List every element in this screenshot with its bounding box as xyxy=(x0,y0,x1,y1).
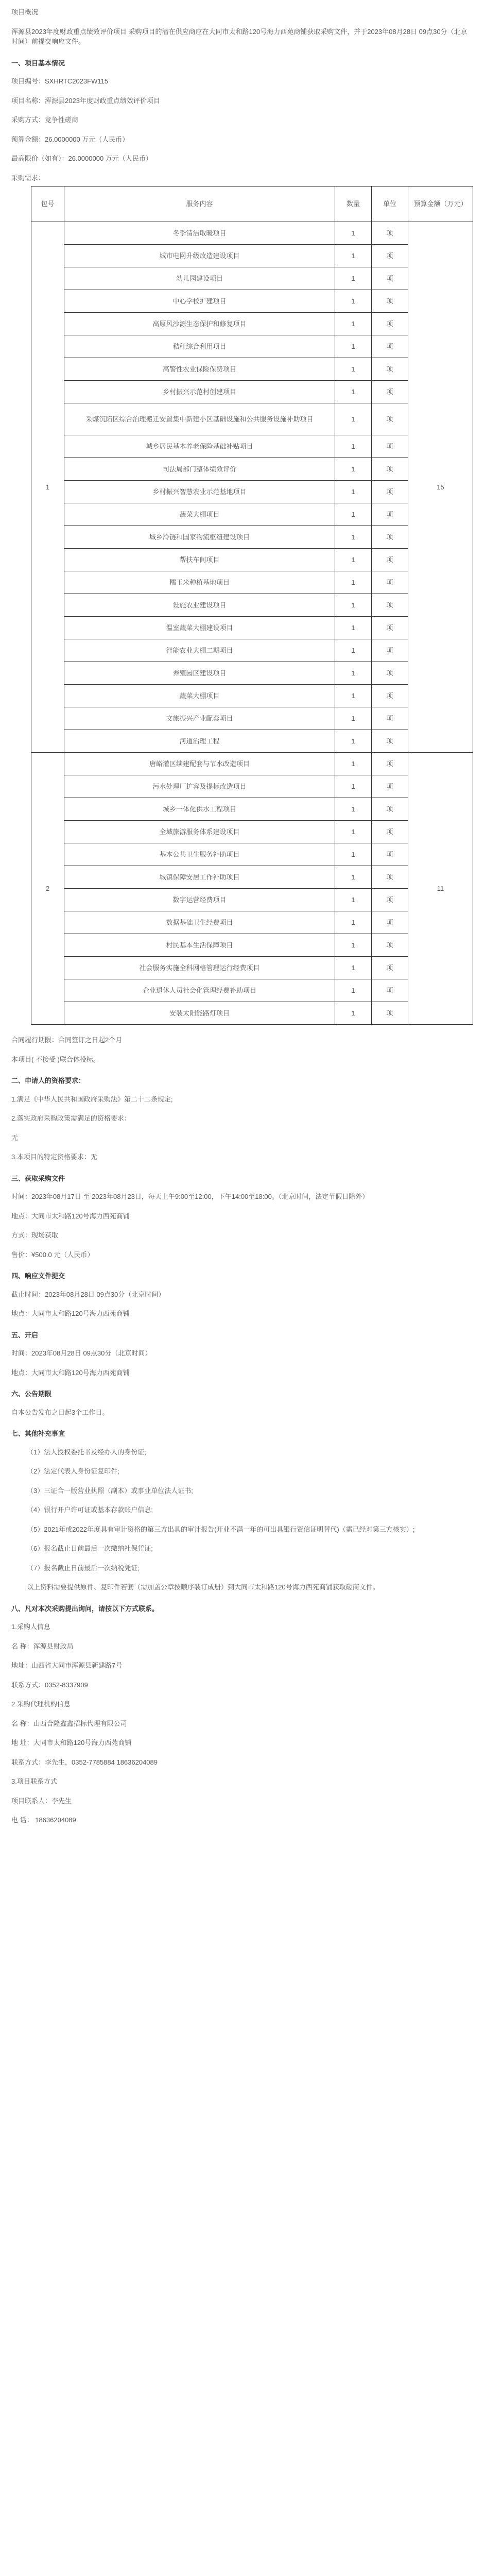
table-row xyxy=(31,313,473,335)
budget-amount: 预算金额：26.0000000 万元（人民币） xyxy=(11,135,129,143)
table-row xyxy=(31,549,473,571)
quantity-cell: 1 xyxy=(335,571,372,594)
table-row xyxy=(31,435,473,458)
unit-cell: 项 xyxy=(372,594,408,617)
table-row xyxy=(31,957,473,979)
supplement-item-3: （3）三证合一版营业执照（副本）或事业单位法人证书; xyxy=(27,1486,193,1495)
quantity-cell: 1 xyxy=(335,222,372,245)
quantity-cell: 1 xyxy=(335,911,372,934)
service-name-cell: 冬季清洁取暖项目 xyxy=(64,222,335,245)
section-5-title: 五、开启 xyxy=(11,1331,39,1339)
unit-cell: 项 xyxy=(372,798,408,821)
quantity-cell: 1 xyxy=(335,358,372,381)
quantity-cell: 1 xyxy=(335,503,372,526)
service-name-cell: 河道治理工程 xyxy=(64,730,335,753)
opening-place: 地点：大同市太和路120号海力西苑商铺 xyxy=(11,1368,130,1377)
table-row xyxy=(31,866,473,889)
service-name-cell: 村民基本生活保障项目 xyxy=(64,934,335,957)
service-name-cell: 智能农业大棚二期项目 xyxy=(64,639,335,662)
table-row xyxy=(31,617,473,639)
header-quantity: 数量 xyxy=(335,187,372,222)
table-row xyxy=(31,594,473,617)
service-name-cell: 唐峪灌区续建配套与节水改造项目 xyxy=(64,753,335,775)
section-1-title: 一、项目基本情况 xyxy=(11,59,65,67)
package-budget: 15 xyxy=(408,222,473,753)
service-name-cell: 城乡居民基本养老保险基础补贴项目 xyxy=(64,435,335,458)
service-name-cell: 蔬菜大棚项目 xyxy=(64,503,335,526)
document-price: 售价：¥500.0 元（人民币） xyxy=(11,1250,94,1259)
unit-cell: 项 xyxy=(372,245,408,267)
service-name-cell: 基本公共卫生服务补助项目 xyxy=(64,843,335,866)
service-name-cell: 污水处理厂扩容及提标改造项目 xyxy=(64,775,335,798)
service-name-cell: 城市电网升级改造建设项目 xyxy=(64,245,335,267)
quantity-cell: 1 xyxy=(335,639,372,662)
requirement-table xyxy=(31,186,473,1025)
table-row xyxy=(31,381,473,403)
quantity-cell: 1 xyxy=(335,617,372,639)
service-name-cell: 糯玉米种植基地项目 xyxy=(64,571,335,594)
service-name-cell: 司法局部门整体绩效评价 xyxy=(64,458,335,481)
unit-cell: 项 xyxy=(372,481,408,503)
unit-cell: 项 xyxy=(372,549,408,571)
table-row xyxy=(31,403,473,435)
quantity-cell: 1 xyxy=(335,267,372,290)
quantity-cell: 1 xyxy=(335,843,372,866)
package-number: 2 xyxy=(31,753,64,1025)
quantity-cell: 1 xyxy=(335,730,372,753)
quantity-cell: 1 xyxy=(335,775,372,798)
quantity-cell: 1 xyxy=(335,1002,372,1025)
service-name-cell: 城乡冷链和国家物流枢纽建设项目 xyxy=(64,526,335,549)
contract-term: 合同履行期限：合同签订之日起2个月 xyxy=(11,1036,123,1044)
table-row xyxy=(31,526,473,549)
service-name-cell: 数据基础卫生经费项目 xyxy=(64,911,335,934)
header-service: 服务内容 xyxy=(64,187,335,222)
quantity-cell: 1 xyxy=(335,957,372,979)
service-name-cell: 高原风沙源生态保护和修复项目 xyxy=(64,313,335,335)
obtain-place: 地点：大同市太和路120号海力西苑商铺 xyxy=(11,1212,130,1220)
table-row xyxy=(31,639,473,662)
table-row xyxy=(31,911,473,934)
unit-cell: 项 xyxy=(372,571,408,594)
table-row xyxy=(31,267,473,290)
service-name-cell: 安装太阳能路灯项目 xyxy=(64,1002,335,1025)
max-price: 最高限价（如有）：26.0000000 万元（人民币） xyxy=(11,155,152,162)
unit-cell: 项 xyxy=(372,358,408,381)
opening-time: 时间：2023年08月28日 09点30分（北京时间） xyxy=(11,1349,152,1357)
section-8-title: 八、凡对本次采购提出询问，请按以下方式联系。 xyxy=(11,1604,159,1613)
table-row xyxy=(31,503,473,526)
quantity-cell: 1 xyxy=(335,335,372,358)
table-row xyxy=(31,290,473,313)
unit-cell: 项 xyxy=(372,526,408,549)
quantity-cell: 1 xyxy=(335,458,372,481)
project-contact-name: 项目联系人：李先生 xyxy=(11,1797,72,1805)
procurement-method: 采购方式：竞争性磋商 xyxy=(11,116,79,124)
section-6-title: 六、公告期限 xyxy=(11,1390,52,1398)
project-number: 项目编号：SXHRTC2023FW115 xyxy=(11,77,109,85)
service-name-cell: 采煤沉陷区综合治理搬迁安置集中新建小区基础设施和公共服务设施补助项目 xyxy=(64,403,335,435)
service-name-cell: 帮扶车间项目 xyxy=(64,549,335,571)
table-row xyxy=(31,571,473,594)
unit-cell: 项 xyxy=(372,843,408,866)
unit-cell: 项 xyxy=(372,267,408,290)
qualification-2: 2.落实政府采购政策需满足的资格要求： xyxy=(11,1114,131,1122)
requirement-label: 采购需求： xyxy=(11,174,45,182)
service-name-cell: 高警性农业保险保费项目 xyxy=(64,358,335,381)
unit-cell: 项 xyxy=(372,866,408,889)
header-unit: 单位 xyxy=(372,187,408,222)
section-4-title: 四、响应文件提交 xyxy=(11,1272,65,1280)
buyer-address: 地址：山西省大同市浑源县新建路7号 xyxy=(11,1662,123,1669)
table-row xyxy=(31,730,473,753)
quantity-cell: 1 xyxy=(335,866,372,889)
section-7-title: 七、其他补充事宜 xyxy=(11,1430,65,1437)
unit-cell: 项 xyxy=(372,335,408,358)
qualification-1: 1.满足《中华人民共和国政府采购法》第二十二条规定; xyxy=(11,1095,173,1103)
quantity-cell: 1 xyxy=(335,549,372,571)
consortium-note: 本项目( 不接受 )联合体投标。 xyxy=(11,1055,100,1063)
quantity-cell: 1 xyxy=(335,821,372,843)
supplement-item-5: （5）2021年或2022年度具有审计资格的第三方出具的审计报告(开业不满一年的可出具银行资信证明替代)（需已经对第三方核实）; xyxy=(27,1525,415,1533)
agent-name: 名 称：山西合隆鑫鑫招标代理有限公司 xyxy=(11,1719,127,1727)
overview-text: 浑源县2023年度财政重点绩效评价项目 采购项目的潜在供应商应在大同市太和路120号海力西苑商铺获取采购文件，并于2023年08月28日 09点30分（北京时间）前提交响应文件。 xyxy=(11,27,467,45)
unit-cell: 项 xyxy=(372,662,408,685)
service-name-cell: 数字运营经费项目 xyxy=(64,889,335,911)
service-name-cell: 幼儿园建设项目 xyxy=(64,267,335,290)
table-row xyxy=(31,798,473,821)
table-row xyxy=(31,707,473,730)
obtain-time: 时间：2023年08月17日 至 2023年08月23日，每天上午9:00至12:00，下午14:00至18:00。（北京时间，法定节假日除外） xyxy=(11,1193,369,1200)
buyer-contact: 联系方式：0352-8337909 xyxy=(11,1681,88,1689)
supplement-item-2: （2）法定代表人身份证复印件; xyxy=(27,1467,119,1475)
unit-cell: 项 xyxy=(372,911,408,934)
service-name-cell: 设施农业建设项目 xyxy=(64,594,335,617)
quantity-cell: 1 xyxy=(335,662,372,685)
unit-cell: 项 xyxy=(372,821,408,843)
quantity-cell: 1 xyxy=(335,526,372,549)
quantity-cell: 1 xyxy=(335,753,372,775)
unit-cell: 项 xyxy=(372,290,408,313)
service-name-cell: 全域旅游服务体系建设项目 xyxy=(64,821,335,843)
quantity-cell: 1 xyxy=(335,381,372,403)
service-name-cell: 城乡一体化供水工程项目 xyxy=(64,798,335,821)
service-name-cell: 企业退休人员社会化管理经费补助项目 xyxy=(64,979,335,1002)
unit-cell: 项 xyxy=(372,730,408,753)
service-name-cell: 乡村振兴示范村创建项目 xyxy=(64,381,335,403)
quantity-cell: 1 xyxy=(335,685,372,707)
table-row xyxy=(31,934,473,957)
service-name-cell: 温室蔬菜大棚建设项目 xyxy=(64,617,335,639)
supplement-item-7: （7）报名截止日前最后一次纳税凭证; xyxy=(27,1564,140,1572)
table-row xyxy=(31,843,473,866)
project-name: 项目名称：浑源县2023年度财政重点绩效评价项目 xyxy=(11,96,160,105)
project-contact-phone: 电 话： 18636204089 xyxy=(11,1816,76,1824)
supplement-closing: 以上资料需要提供原件、复印件若套（需加盖公章按顺序装订成册）到大同市太和路120号海力西苑商铺获取磋商文件。 xyxy=(27,1583,379,1591)
submit-deadline: 截止时间：2023年08月28日 09点30分（北京时间） xyxy=(11,1290,165,1298)
table-row xyxy=(31,481,473,503)
unit-cell: 项 xyxy=(372,222,408,245)
supplement-item-1: （1）法人授权委托书及经办人的身份证; xyxy=(27,1448,146,1456)
service-name-cell: 乡村振兴智慧农业示范基地项目 xyxy=(64,481,335,503)
buyer-info-title: 1.采购人信息 xyxy=(11,1623,50,1631)
quantity-cell: 1 xyxy=(335,403,372,435)
unit-cell: 项 xyxy=(372,458,408,481)
table-row xyxy=(31,821,473,843)
service-name-cell: 社会服务实施全科网格管理运行经费项目 xyxy=(64,957,335,979)
table-row xyxy=(31,753,473,775)
service-name-cell: 养殖园区建设项目 xyxy=(64,662,335,685)
table-header-row xyxy=(31,187,473,222)
table-row xyxy=(31,245,473,267)
table-row xyxy=(31,458,473,481)
unit-cell: 项 xyxy=(372,1002,408,1025)
section-3-title: 三、获取采购文件 xyxy=(11,1174,65,1182)
unit-cell: 项 xyxy=(372,753,408,775)
table-row xyxy=(31,979,473,1002)
unit-cell: 项 xyxy=(372,889,408,911)
unit-cell: 项 xyxy=(372,707,408,730)
obtain-way: 方式：现场获取 xyxy=(11,1231,59,1239)
qualification-3: 3.本项目的特定资格要求：无 xyxy=(11,1153,97,1161)
supplement-item-4: （4）银行开户许可证或基本存款账户信息; xyxy=(27,1506,153,1514)
notice-period: 自本公告发布之日起3个工作日。 xyxy=(11,1408,109,1416)
table-row xyxy=(31,685,473,707)
quantity-cell: 1 xyxy=(335,889,372,911)
service-name-cell: 秸秆综合利用项目 xyxy=(64,335,335,358)
service-name-cell: 蔬菜大棚项目 xyxy=(64,685,335,707)
quantity-cell: 1 xyxy=(335,435,372,458)
agent-contact: 联系方式：李先生，0352-7785884 18636204089 xyxy=(11,1758,158,1766)
unit-cell: 项 xyxy=(372,934,408,957)
quantity-cell: 1 xyxy=(335,290,372,313)
project-contact-title: 3.项目联系方式 xyxy=(11,1777,57,1785)
buyer-name: 名 称：浑源县财政局 xyxy=(11,1642,74,1650)
agent-address: 地 址：大同市太和路120号海力西苑商铺 xyxy=(11,1739,132,1747)
agent-info-title: 2.采购代理机构信息 xyxy=(11,1700,71,1708)
quantity-cell: 1 xyxy=(335,798,372,821)
quantity-cell: 1 xyxy=(335,481,372,503)
section-2-title: 二、申请人的资格要求： xyxy=(11,1077,85,1084)
unit-cell: 项 xyxy=(372,957,408,979)
unit-cell: 项 xyxy=(372,639,408,662)
service-name-cell: 中心学校扩建项目 xyxy=(64,290,335,313)
unit-cell: 项 xyxy=(372,685,408,707)
header-package-no: 包号 xyxy=(31,187,64,222)
qualification-2-value: 无 xyxy=(11,1133,19,1142)
header-budget: 预算金额（万元） xyxy=(408,187,473,222)
table-row xyxy=(31,662,473,685)
unit-cell: 项 xyxy=(372,979,408,1002)
table-row xyxy=(31,889,473,911)
table-body xyxy=(31,222,473,1025)
unit-cell: 项 xyxy=(372,435,408,458)
service-name-cell: 文旅振兴产业配套项目 xyxy=(64,707,335,730)
package-number: 1 xyxy=(31,222,64,753)
package-budget: 11 xyxy=(408,753,473,1025)
service-name-cell: 城镇保障安居工作补助项目 xyxy=(64,866,335,889)
table-row xyxy=(31,222,473,245)
quantity-cell: 1 xyxy=(335,707,372,730)
table-row xyxy=(31,775,473,798)
unit-cell: 项 xyxy=(372,503,408,526)
unit-cell: 项 xyxy=(372,313,408,335)
unit-cell: 项 xyxy=(372,775,408,798)
supplement-item-6: （6）报名截止日前最后一次缴纳社保凭证; xyxy=(27,1545,153,1552)
overview-label: 项目概况 xyxy=(11,8,39,16)
quantity-cell: 1 xyxy=(335,313,372,335)
quantity-cell: 1 xyxy=(335,594,372,617)
unit-cell: 项 xyxy=(372,381,408,403)
unit-cell: 项 xyxy=(372,617,408,639)
quantity-cell: 1 xyxy=(335,245,372,267)
table-row xyxy=(31,335,473,358)
table-row xyxy=(31,1002,473,1025)
unit-cell: 项 xyxy=(372,403,408,435)
quantity-cell: 1 xyxy=(335,934,372,957)
submit-place: 地点：大同市太和路120号海力西苑商铺 xyxy=(11,1310,130,1317)
table-row xyxy=(31,358,473,381)
quantity-cell: 1 xyxy=(335,979,372,1002)
